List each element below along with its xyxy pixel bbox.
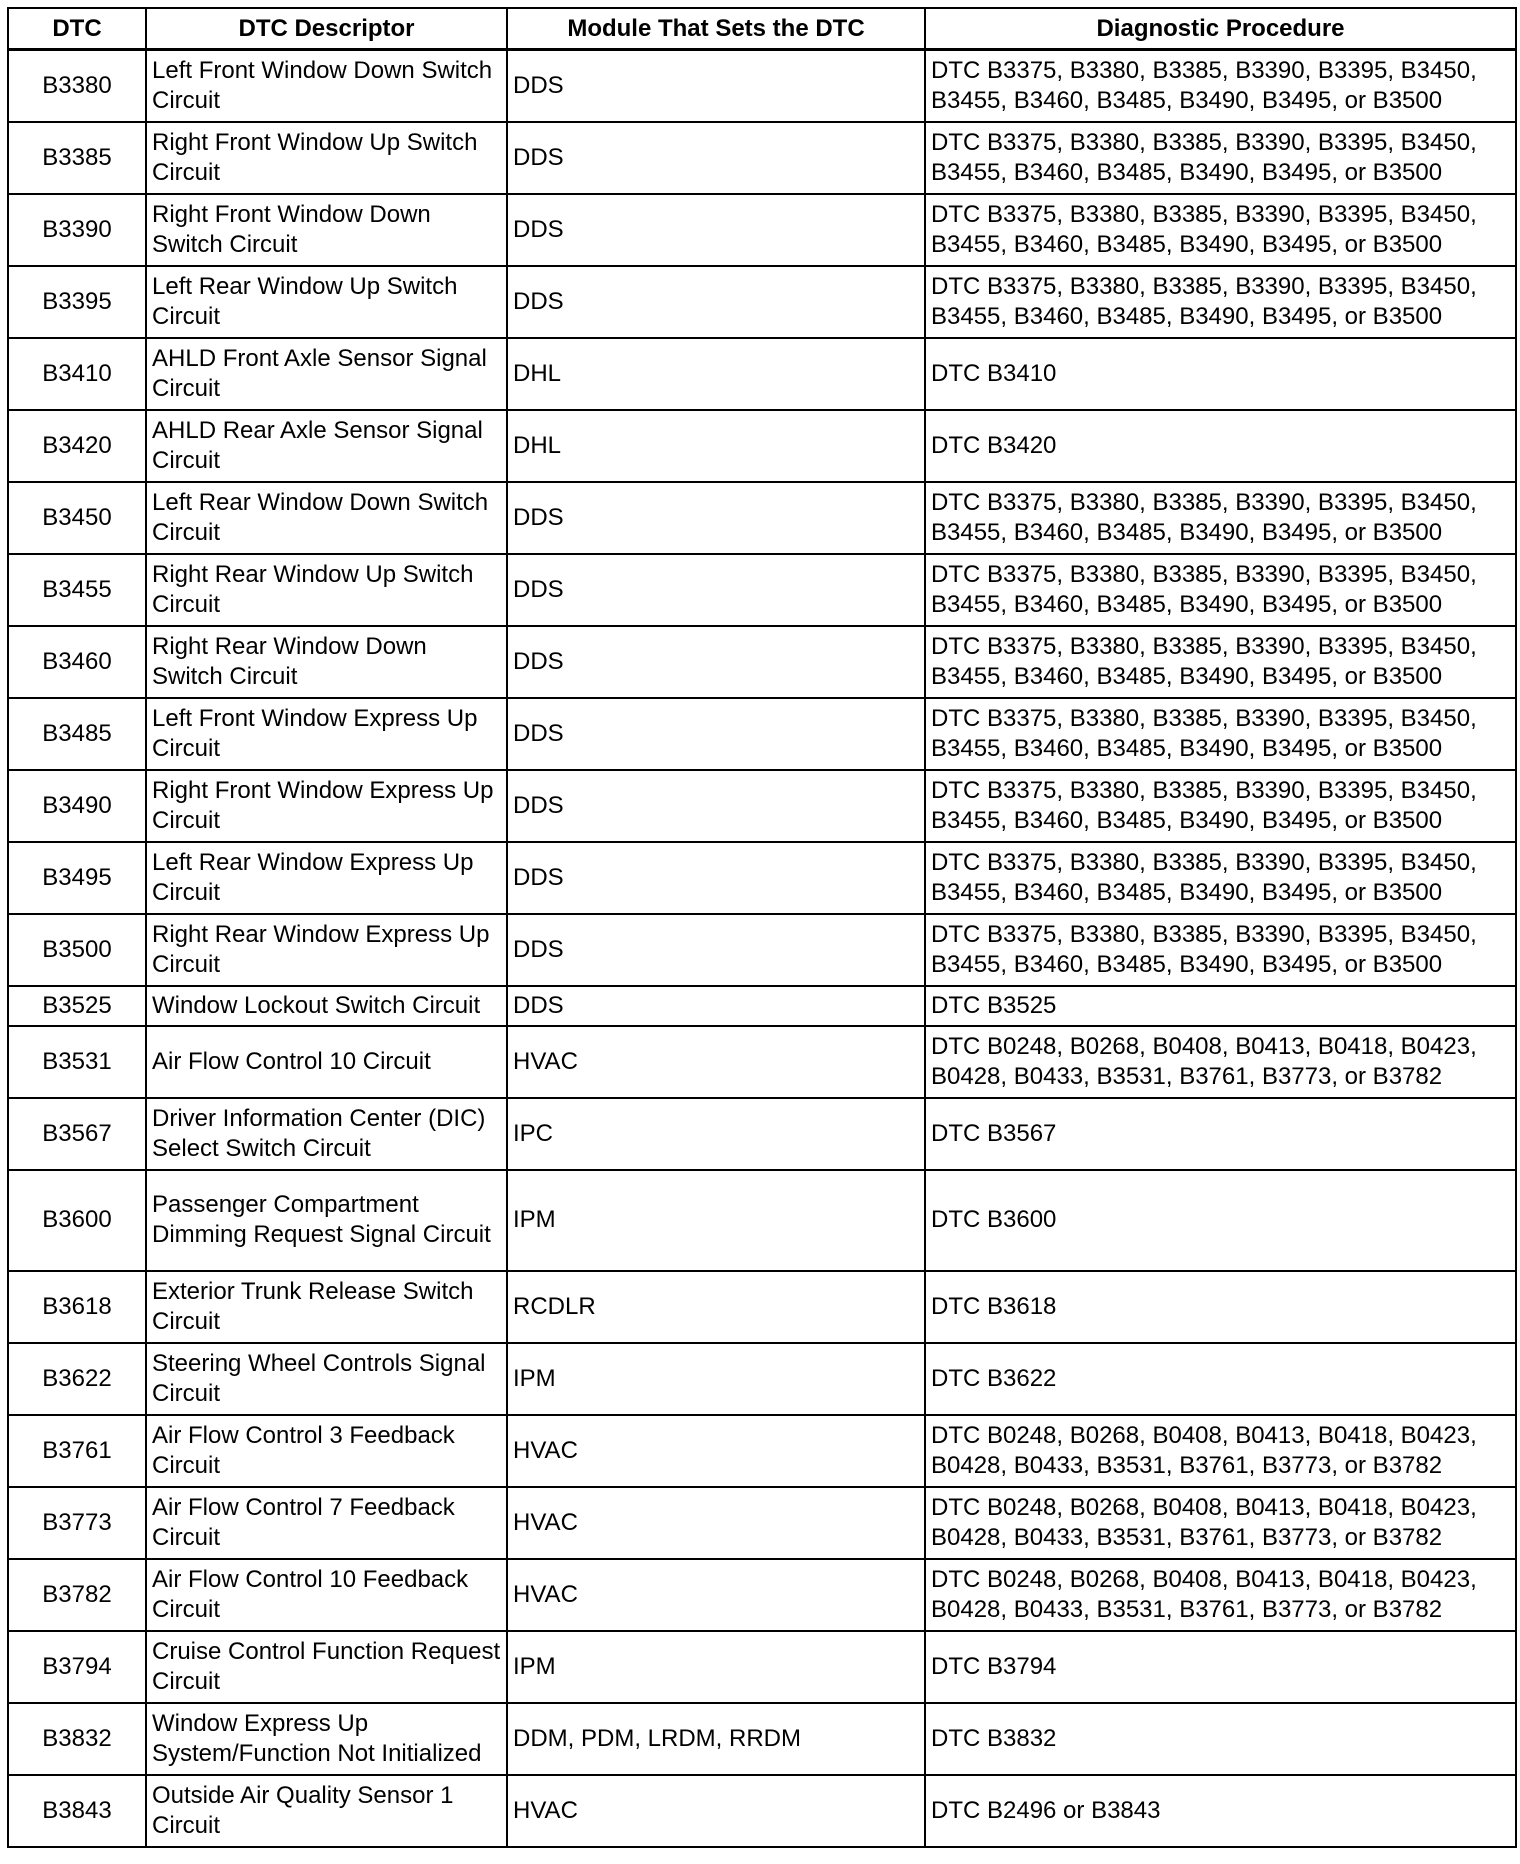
dtc-table <box>7 7 1517 1848</box>
table-row <box>8 1170 1516 1271</box>
dtc-code: B3455 <box>8 554 146 626</box>
header-dtc: DTC <box>8 8 146 50</box>
table-row <box>8 410 1516 482</box>
module-name: DDS <box>507 194 925 266</box>
dtc-descriptor: Passenger Compartment Dimming Request Signal Circuit <box>146 1170 507 1271</box>
diagnostic-procedure: DTC B3375, B3380, B3385, B3390, B3395, B3450, B3455, B3460, B3485, B3490, B3495, or B3500 <box>925 770 1516 842</box>
dtc-code: B3410 <box>8 338 146 410</box>
dtc-code: B3490 <box>8 770 146 842</box>
header-module: Module That Sets the DTC <box>507 8 925 50</box>
dtc-code: B3395 <box>8 266 146 338</box>
dtc-code: B3380 <box>8 50 146 122</box>
diagnostic-procedure: DTC B3375, B3380, B3385, B3390, B3395, B3450, B3455, B3460, B3485, B3490, B3495, or B3500 <box>925 50 1516 122</box>
dtc-code: B3794 <box>8 1631 146 1703</box>
table-row <box>8 266 1516 338</box>
dtc-descriptor: Left Front Window Down Switch Circuit <box>146 50 507 122</box>
diagnostic-procedure: DTC B3375, B3380, B3385, B3390, B3395, B3450, B3455, B3460, B3485, B3490, B3495, or B3500 <box>925 266 1516 338</box>
dtc-descriptor: Exterior Trunk Release Switch Circuit <box>146 1271 507 1343</box>
table-row <box>8 914 1516 986</box>
module-name: RCDLR <box>507 1271 925 1343</box>
table-body <box>8 50 1516 1847</box>
module-name: DDS <box>507 986 925 1026</box>
dtc-code: B3485 <box>8 698 146 770</box>
diagnostic-procedure: DTC B3618 <box>925 1271 1516 1343</box>
table-row <box>8 50 1516 122</box>
dtc-code: B3495 <box>8 842 146 914</box>
diagnostic-procedure: DTC B3375, B3380, B3385, B3390, B3395, B3450, B3455, B3460, B3485, B3490, B3495, or B3500 <box>925 482 1516 554</box>
dtc-descriptor: Window Lockout Switch Circuit <box>146 986 507 1026</box>
module-name: HVAC <box>507 1487 925 1559</box>
dtc-code: B3622 <box>8 1343 146 1415</box>
dtc-code: B3385 <box>8 122 146 194</box>
module-name: HVAC <box>507 1559 925 1631</box>
dtc-descriptor: Right Rear Window Down Switch Circuit <box>146 626 507 698</box>
diagnostic-procedure: DTC B3375, B3380, B3385, B3390, B3395, B3450, B3455, B3460, B3485, B3490, B3495, or B3500 <box>925 626 1516 698</box>
module-name: IPM <box>507 1170 925 1271</box>
module-name: DDS <box>507 50 925 122</box>
module-name: DDS <box>507 266 925 338</box>
table-row <box>8 338 1516 410</box>
diagnostic-procedure: DTC B2496 or B3843 <box>925 1775 1516 1847</box>
diagnostic-procedure: DTC B3832 <box>925 1703 1516 1775</box>
module-name: DDS <box>507 554 925 626</box>
table-row <box>8 698 1516 770</box>
module-name: DDS <box>507 122 925 194</box>
table-row <box>8 986 1516 1026</box>
module-name: DDS <box>507 626 925 698</box>
table-row <box>8 1775 1516 1847</box>
dtc-code: B3832 <box>8 1703 146 1775</box>
module-name: IPM <box>507 1631 925 1703</box>
dtc-descriptor: Cruise Control Function Request Circuit <box>146 1631 507 1703</box>
diagnostic-procedure: DTC B0248, B0268, B0408, B0413, B0418, B0423, B0428, B0433, B3531, B3761, B3773, or B3782 <box>925 1026 1516 1098</box>
dtc-descriptor: Right Rear Window Express Up Circuit <box>146 914 507 986</box>
diagnostic-procedure: DTC B3410 <box>925 338 1516 410</box>
table-row <box>8 194 1516 266</box>
diagnostic-procedure: DTC B3375, B3380, B3385, B3390, B3395, B3450, B3455, B3460, B3485, B3490, B3495, or B3500 <box>925 122 1516 194</box>
module-name: DDM, PDM, LRDM, RRDM <box>507 1703 925 1775</box>
module-name: HVAC <box>507 1415 925 1487</box>
table-row <box>8 1271 1516 1343</box>
table-row <box>8 122 1516 194</box>
table-row <box>8 626 1516 698</box>
dtc-descriptor: Left Front Window Express Up Circuit <box>146 698 507 770</box>
table-row <box>8 1631 1516 1703</box>
table-row <box>8 554 1516 626</box>
diagnostic-procedure: DTC B0248, B0268, B0408, B0413, B0418, B0423, B0428, B0433, B3531, B3761, B3773, or B3782 <box>925 1559 1516 1631</box>
table-row <box>8 1415 1516 1487</box>
dtc-descriptor: Right Front Window Up Switch Circuit <box>146 122 507 194</box>
module-name: DDS <box>507 698 925 770</box>
table-row <box>8 482 1516 554</box>
dtc-descriptor: Air Flow Control 10 Circuit <box>146 1026 507 1098</box>
module-name: HVAC <box>507 1026 925 1098</box>
diagnostic-procedure: DTC B3567 <box>925 1098 1516 1170</box>
dtc-code: B3782 <box>8 1559 146 1631</box>
dtc-code: B3843 <box>8 1775 146 1847</box>
dtc-descriptor: Air Flow Control 7 Feedback Circuit <box>146 1487 507 1559</box>
module-name: DHL <box>507 338 925 410</box>
diagnostic-procedure: DTC B3375, B3380, B3385, B3390, B3395, B3450, B3455, B3460, B3485, B3490, B3495, or B3500 <box>925 194 1516 266</box>
diagnostic-procedure: DTC B3622 <box>925 1343 1516 1415</box>
diagnostic-procedure: DTC B3375, B3380, B3385, B3390, B3395, B3450, B3455, B3460, B3485, B3490, B3495, or B3500 <box>925 554 1516 626</box>
diagnostic-procedure: DTC B0248, B0268, B0408, B0413, B0418, B0423, B0428, B0433, B3531, B3761, B3773, or B3782 <box>925 1415 1516 1487</box>
dtc-descriptor: Driver Information Center (DIC) Select Switch Circuit <box>146 1098 507 1170</box>
table-row <box>8 1703 1516 1775</box>
module-name: DHL <box>507 410 925 482</box>
dtc-descriptor: Right Front Window Express Up Circuit <box>146 770 507 842</box>
table-row <box>8 1343 1516 1415</box>
header-dtc-descriptor: DTC Descriptor <box>146 8 507 50</box>
diagnostic-procedure: DTC B3375, B3380, B3385, B3390, B3395, B3450, B3455, B3460, B3485, B3490, B3495, or B3500 <box>925 914 1516 986</box>
dtc-descriptor: AHLD Rear Axle Sensor Signal Circuit <box>146 410 507 482</box>
header-diagnostic-procedure: Diagnostic Procedure <box>925 8 1516 50</box>
dtc-code: B3420 <box>8 410 146 482</box>
dtc-descriptor: Right Rear Window Up Switch Circuit <box>146 554 507 626</box>
dtc-descriptor: Outside Air Quality Sensor 1 Circuit <box>146 1775 507 1847</box>
module-name: IPM <box>507 1343 925 1415</box>
module-name: DDS <box>507 770 925 842</box>
dtc-descriptor: Window Express Up System/Function Not Initialized <box>146 1703 507 1775</box>
dtc-descriptor: Air Flow Control 3 Feedback Circuit <box>146 1415 507 1487</box>
dtc-descriptor: Right Front Window Down Switch Circuit <box>146 194 507 266</box>
diagnostic-procedure: DTC B3420 <box>925 410 1516 482</box>
dtc-code: B3390 <box>8 194 146 266</box>
diagnostic-procedure: DTC B0248, B0268, B0408, B0413, B0418, B0423, B0428, B0433, B3531, B3761, B3773, or B3782 <box>925 1487 1516 1559</box>
dtc-code: B3500 <box>8 914 146 986</box>
dtc-code: B3460 <box>8 626 146 698</box>
table-header-row <box>8 8 1516 50</box>
dtc-descriptor: Left Rear Window Express Up Circuit <box>146 842 507 914</box>
dtc-code: B3525 <box>8 986 146 1026</box>
dtc-code: B3531 <box>8 1026 146 1098</box>
table-row <box>8 842 1516 914</box>
dtc-code: B3773 <box>8 1487 146 1559</box>
dtc-descriptor: Steering Wheel Controls Signal Circuit <box>146 1343 507 1415</box>
dtc-descriptor: Air Flow Control 10 Feedback Circuit <box>146 1559 507 1631</box>
table-row <box>8 1098 1516 1170</box>
table-row <box>8 1487 1516 1559</box>
module-name: DDS <box>507 482 925 554</box>
dtc-code: B3450 <box>8 482 146 554</box>
dtc-code: B3600 <box>8 1170 146 1271</box>
dtc-code: B3761 <box>8 1415 146 1487</box>
table-row <box>8 770 1516 842</box>
table-row <box>8 1026 1516 1098</box>
diagnostic-procedure: DTC B3525 <box>925 986 1516 1026</box>
dtc-descriptor: AHLD Front Axle Sensor Signal Circuit <box>146 338 507 410</box>
dtc-code: B3567 <box>8 1098 146 1170</box>
module-name: DDS <box>507 914 925 986</box>
dtc-code: B3618 <box>8 1271 146 1343</box>
table-row <box>8 1559 1516 1631</box>
dtc-descriptor: Left Rear Window Down Switch Circuit <box>146 482 507 554</box>
diagnostic-procedure: DTC B3375, B3380, B3385, B3390, B3395, B3450, B3455, B3460, B3485, B3490, B3495, or B3500 <box>925 698 1516 770</box>
module-name: DDS <box>507 842 925 914</box>
module-name: HVAC <box>507 1775 925 1847</box>
dtc-descriptor: Left Rear Window Up Switch Circuit <box>146 266 507 338</box>
diagnostic-procedure: DTC B3600 <box>925 1170 1516 1271</box>
diagnostic-procedure: DTC B3375, B3380, B3385, B3390, B3395, B3450, B3455, B3460, B3485, B3490, B3495, or B3500 <box>925 842 1516 914</box>
diagnostic-procedure: DTC B3794 <box>925 1631 1516 1703</box>
module-name: IPC <box>507 1098 925 1170</box>
